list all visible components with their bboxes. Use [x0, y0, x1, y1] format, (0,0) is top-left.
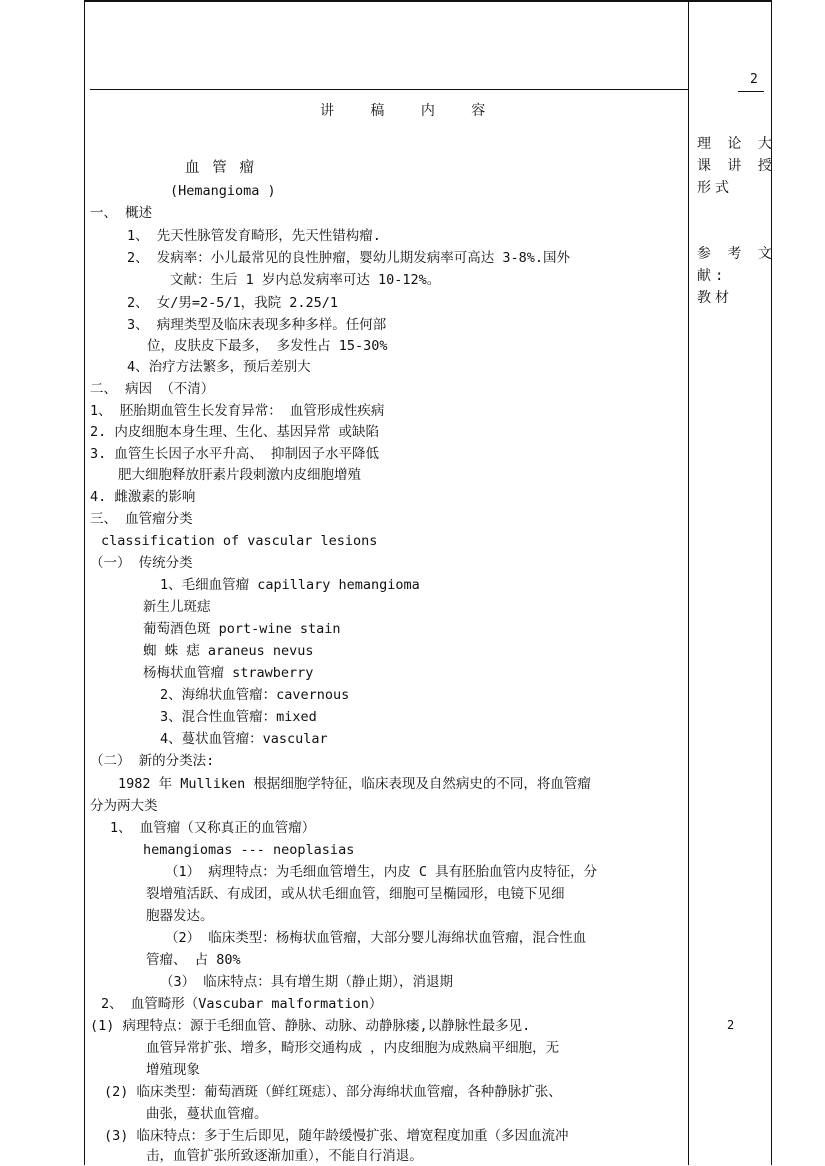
text-line: 2、 血管畸形（Vascubar malformation） [101, 996, 383, 1012]
side-note-ref-3: 教材 [697, 290, 733, 306]
page-number-top: 2 [750, 72, 758, 87]
text-line: 血管异常扩张、增多，畸形交通构成 ，内皮细胞为成熟扁平细胞，无 [146, 1040, 560, 1056]
doc-subtitle: (Hemangioma ) [170, 183, 276, 199]
text-line: （2） 临床类型：杨梅状血管瘤，大部分婴儿海绵状血管瘤，混合性血 [165, 930, 587, 946]
page-number-underline [738, 91, 764, 92]
text-line: 2、海绵状血管瘤：cavernous [160, 687, 350, 703]
text-line: 文献：生后 1 岁内总发病率可达 10-12%。 [170, 272, 441, 288]
text-line: 肥大细胞释放肝素片段刺激内皮细胞增殖 [118, 467, 361, 483]
text-line: 曲张，蔓状血管瘤。 [146, 1106, 268, 1122]
side-note-ref-2: 献: [697, 268, 728, 284]
text-line: （1） 病理特点：为毛细血管增生，内皮 C 具有胚胎血管内皮特征，分 [165, 864, 598, 880]
text-line: 1、毛细血管瘤 capillary hemangioma [160, 577, 420, 593]
text-line: （二） 新的分类法: [90, 753, 215, 769]
text-line: (3) 临床特点：多于生后即见，随年龄缓慢扩张、增宽程度加重（多因血流冲 [104, 1128, 569, 1144]
side-note-ref-1: 参 考 文 [697, 246, 776, 262]
column-divider [688, 0, 689, 1165]
text-line: （3） 临床特点：具有增生期（静止期），消退期 [160, 974, 454, 990]
text-line: 击，血管扩张所致逐渐加重），不能自行消退。 [146, 1148, 423, 1164]
text-line: 4. 雌激素的影响 [90, 489, 196, 505]
doc-title: 血 管 瘤 [185, 160, 256, 176]
text-line: 3、 病理类型及临床表现多种多样。任何部 [127, 317, 387, 333]
side-note-format-3: 形式 [697, 180, 733, 196]
text-line: 三、 血管瘤分类 [90, 511, 193, 527]
text-line: 分为两大类 [90, 798, 158, 814]
text-line: 胞器发达。 [146, 908, 214, 924]
text-line: 位，皮肤皮下最多， 多发性占 15-30% [147, 338, 388, 354]
page-number-bottom: 2 [727, 1018, 735, 1032]
text-line: 裂增殖活跃、有成团，或从状毛细血管，细胞可呈椭园形，电镜下见细 [146, 886, 565, 902]
frame-top-border [84, 0, 772, 2]
text-line: 新生儿斑痣 [143, 599, 211, 615]
text-line: 管瘤、 占 80% [146, 952, 241, 968]
text-line: 4、治疗方法繁多，预后差别大 [127, 359, 311, 375]
header-rule [90, 89, 688, 90]
text-line: 杨梅状血管瘤 strawberry [143, 665, 314, 681]
text-line: 2、 发病率：小儿最常见的良性肿瘤，婴幼儿期发病率可高达 3-8%.国外 [127, 250, 571, 266]
text-line: 葡萄酒色斑 port-wine stain [143, 621, 341, 637]
page-heading: 讲 稿 内 容 [320, 103, 500, 119]
text-line: 2、 女/男=2-5/1，我院 2.25/1 [127, 295, 339, 311]
text-line: (1) 病理特点：源于毛细血管、静脉、动脉、动静脉瘘,以静脉性最多见. [90, 1018, 531, 1034]
text-line: 一、 概述 [90, 205, 153, 221]
text-line: （一） 传统分类 [90, 555, 193, 571]
text-line: 1982 年 Mulliken 根据细胞学特征，临床表现及自然病史的不同，将血管瘤 [118, 776, 591, 792]
text-line: 1、 先天性脉管发育畸形，先天性错构瘤. [127, 228, 381, 244]
text-line: 3、混合性血管瘤：mixed [160, 709, 317, 725]
text-line: (2) 临床类型：葡萄酒斑（鲜红斑痣）、部分海绵状血管瘤，各种静脉扩张、 [104, 1084, 562, 1100]
side-note-format-1: 理 论 大 [697, 136, 776, 152]
side-note-format-2: 课 讲 授 [697, 158, 776, 174]
text-line: 4、蔓状血管瘤：vascular [160, 731, 328, 747]
text-line: 1、 血管瘤（又称真正的血管瘤） [110, 820, 316, 836]
text-line: 二、 病因 （不清） [90, 381, 215, 397]
frame-left-border [84, 0, 85, 1165]
text-line: 1、 胚胎期血管生长发育异常： 血管形成性疾病 [90, 403, 385, 419]
text-line: 2. 内皮细胞本身生理、生化、基因异常 或缺陷 [90, 424, 380, 440]
text-line: 3. 血管生长因子水平升高、 抑制因子水平降低 [90, 446, 380, 462]
text-line: 增殖现象 [146, 1062, 200, 1078]
text-line: 蜘 蛛 痣 araneus nevus [143, 643, 314, 659]
text-line: classification of vascular lesions [101, 533, 378, 549]
text-line: hemangiomas --- neoplasias [143, 842, 355, 858]
